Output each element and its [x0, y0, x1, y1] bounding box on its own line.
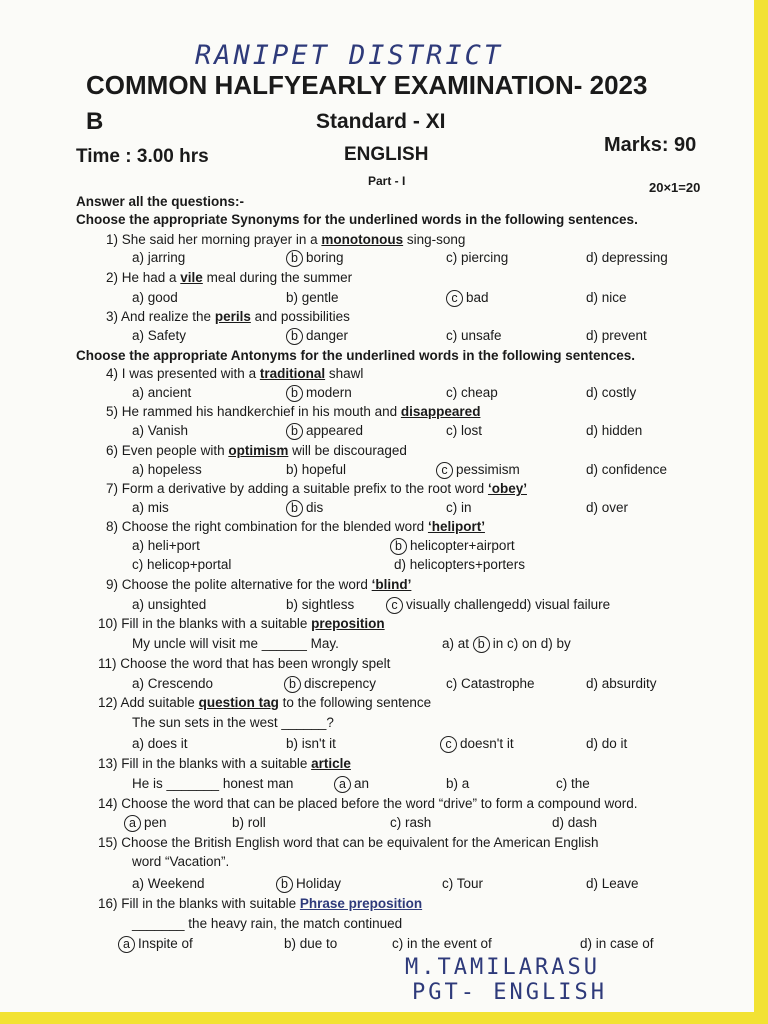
question-6: 6) Even people with optimism will be discouraged: [106, 443, 407, 458]
yellow-background-edge: [754, 0, 768, 1024]
question-3: 3) And realize the perils and possibilities: [106, 309, 350, 324]
answer-circle: b: [286, 385, 303, 402]
handwritten-teacher-name: M.TAMILARASU: [405, 955, 600, 980]
answer-circle: b: [286, 250, 303, 267]
question-13: 13) Fill in the blanks with a suitable article: [98, 756, 351, 771]
options-4: a) ancient b modern c) cheap d) costly: [132, 385, 637, 400]
question-4: 4) I was presented with a traditional shawl: [106, 366, 364, 381]
exam-title: COMMON HALFYEARLY EXAMINATION- 2023: [86, 70, 648, 100]
options-13: He is _______ honest man a an b) a c) the: [132, 776, 590, 791]
options-1: a) jarring b boring c) piercing d) depressing: [132, 250, 668, 265]
options-6: a) hopeless b) hopeful c pessimism d) confidence: [132, 462, 668, 477]
question-15-cont: word “Vacation”.: [132, 854, 230, 869]
answer-circle: b: [286, 423, 303, 440]
options-16: a Inspite of b) due to c) in the event of d) in case of: [118, 936, 654, 953]
options-12: a) does it b) isn't it c doesn't it d) do it: [132, 736, 628, 751]
question-16: 16) Fill in the blanks with suitable Phrase preposition: [98, 896, 423, 911]
instruction-synonyms: Choose the appropriate Synonyms for the underlined words in the following sentences.: [76, 212, 638, 227]
yellow-background-strip: [0, 1012, 768, 1024]
options-14: a pen b) roll c) rash d) dash: [124, 815, 597, 832]
question-16-sentence: _______ the heavy rain, the match continued: [132, 916, 403, 931]
question-14: 14) Choose the word that can be placed before the word “drive” to form a compound word.: [98, 796, 638, 811]
answer-circle: c: [446, 290, 463, 307]
question-11: 11) Choose the word that has been wrongly spelt: [98, 656, 391, 671]
answer-circle: a: [334, 776, 351, 793]
total-marks: Marks: 90: [604, 134, 697, 156]
answer-circle: b: [286, 500, 303, 517]
answer-circle: b: [276, 876, 293, 893]
answer-circle: c: [440, 736, 457, 753]
answer-circle: b: [284, 676, 301, 693]
handwritten-district: RANIPET DISTRICT: [195, 40, 504, 71]
question-15: 15) Choose the British English word that can be equivalent for the American English: [98, 835, 599, 850]
standard: Standard - XI: [316, 110, 446, 133]
question-10-sentence: My uncle will visit me ______ May. a) at b in c) on d) by: [132, 636, 571, 651]
options-8a: a) heli+port b helicopter+airport: [132, 538, 515, 553]
answer-circle: b: [473, 636, 490, 653]
instruction-main: Answer all the questions:-: [76, 194, 245, 209]
question-1: 1) She said her morning prayer in a monotonous sing-song: [106, 232, 466, 247]
options-5: a) Vanish b appeared c) lost d) hidden: [132, 423, 643, 438]
options-8b: c) helicop+portal d) helicopters+porters: [132, 557, 525, 572]
question-9: 9) Choose the polite alternative for the word ‘blind’: [106, 577, 412, 592]
options-3: a) Safety b danger c) unsafe d) prevent: [132, 328, 647, 343]
time-allowed: Time : 3.00 hrs: [76, 146, 209, 167]
options-7: a) mis b dis c) in d) over: [132, 500, 629, 515]
answer-circle: a: [118, 936, 135, 953]
options-15: a) Weekend b Holiday c) Tour d) Leave: [132, 876, 639, 891]
question-2: 2) He had a vile meal during the summer: [106, 270, 353, 285]
part-label: Part - I: [368, 174, 406, 188]
question-10: 10) Fill in the blanks with a suitable preposition: [98, 616, 385, 631]
answer-circle: c: [436, 462, 453, 479]
question-8: 8) Choose the right combination for the blended word ‘heliport’: [106, 519, 485, 534]
options-9: a) unsighted b) sightless c visually challengedd) visual failure: [132, 597, 611, 612]
handwritten-teacher-role: PGT- ENGLISH: [412, 980, 607, 1005]
question-12: 12) Add suitable question tag to the following sentence: [98, 695, 432, 710]
instruction-antonyms: Choose the appropriate Antonyms for the underlined words in the following sentences.: [76, 348, 636, 363]
answer-circle: b: [390, 538, 407, 555]
question-5: 5) He rammed his handkerchief in his mouth and disappeared: [106, 404, 481, 419]
part-score: 20×1=20: [649, 180, 701, 195]
answer-circle: b: [286, 328, 303, 345]
answer-circle: a: [124, 815, 141, 832]
options-11: a) Crescendo b discrepency c) Catastrophe d) absurdity: [132, 676, 657, 691]
set-code: B: [86, 108, 104, 135]
subject: ENGLISH: [344, 144, 429, 165]
question-7: 7) Form a derivative by adding a suitable prefix to the root word ‘obey’: [106, 481, 527, 496]
question-12-sentence: The sun sets in the west ______?: [132, 715, 334, 730]
answer-circle: c: [386, 597, 403, 614]
options-2: a) good b) gentle c bad d) nice: [132, 290, 627, 305]
